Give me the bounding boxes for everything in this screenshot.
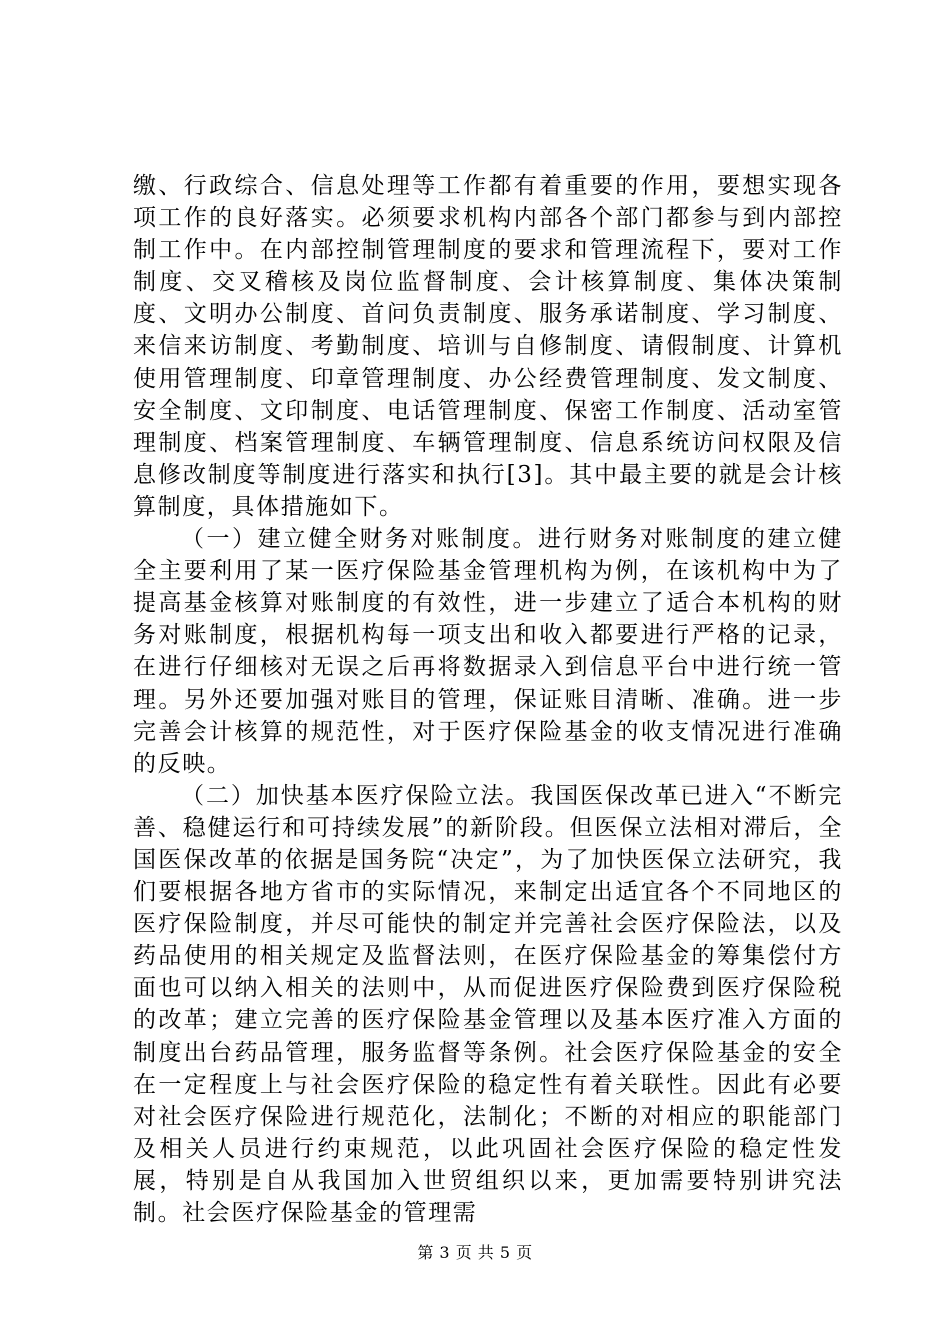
paragraph-section-two: （二）加快基本医疗保险立法。我国医保改革已进入“不断完善、稳健运行和可持续发展”的新阶段。但医保立法相对滞后，全国医保改革的依据是国务院“决定”，为了加快医保立法研究，我们要根据各地方省市的实际情况，来制定出适宜各个不同地区的医疗保险制度，并尽可能快的制定并完善社会医疗保险法，以及药品使用的相关规定及监督法则，在医疗保险基金的筹集偿付方面也可以纳入相关的法则中，从而促进医疗保险费到医疗保险税的改革；建立完善的医疗保险基金管理以及基本医疗准入方面的制度出台药品管理，服务监督等条例。社会医疗保险基金的安全在一定程度上与社会医疗保险的稳定性有着关联性。因此有必要对社会医疗保险进行规范化，法制化；不断的对相应的职能部门及相关人员进行约束规范，以此巩固社会医疗保险的稳定性发展，特别是自从我国加入世贸组织以来，更加需要特别讲究法制。社会医疗保险基金的管理需 <box>133 782 843 1226</box>
paragraph-section-one: （一）建立健全财务对账制度。进行财务对账制度的建立健全主要利用了某一医疗保险基金管理机构为例，在该机构中为了提高基金核算对账制度的有效性，进一步建立了适合本机构的财务对账制度，根据机构每一项支出和收入都要进行严格的记录，在进行仔细核对无误之后再将数据录入到信息平台中进行统一管理。另外还要加强对账目的管理，保证账目清晰、准确。进一步完善会计核算的规范性，对于医疗保险基金的收支情况进行准确的反映。 <box>133 526 843 777</box>
page-number-footer: 第 3 页 共 5 页 <box>417 1243 533 1262</box>
paragraph-continued: 缴、行政综合、信息处理等工作都有着重要的作用，要想实现各项工作的良好落实。必须要求机构内部各个部门都参与到内部控制工作中。在内部控制管理制度的要求和管理流程下，要对工作制度、交叉稽核及岗位监督制度、会计核算制度、集体决策制度、文明办公制度、首问负责制度、服务承诺制度、学习制度、来信来访制度、考勤制度、培训与自修制度、请假制度、计算机使用管理制度、印章管理制度、办公经费管理制度、发文制度、安全制度、文印制度、电话管理制度、保密工作制度、活动室管理制度、档案管理制度、车辆管理制度、信息系统访问权限及信息修改制度等制度进行落实和执行[3]。其中最主要的就是会计核算制度，具体措施如下。 <box>133 173 843 520</box>
document-body <box>133 170 843 1229</box>
